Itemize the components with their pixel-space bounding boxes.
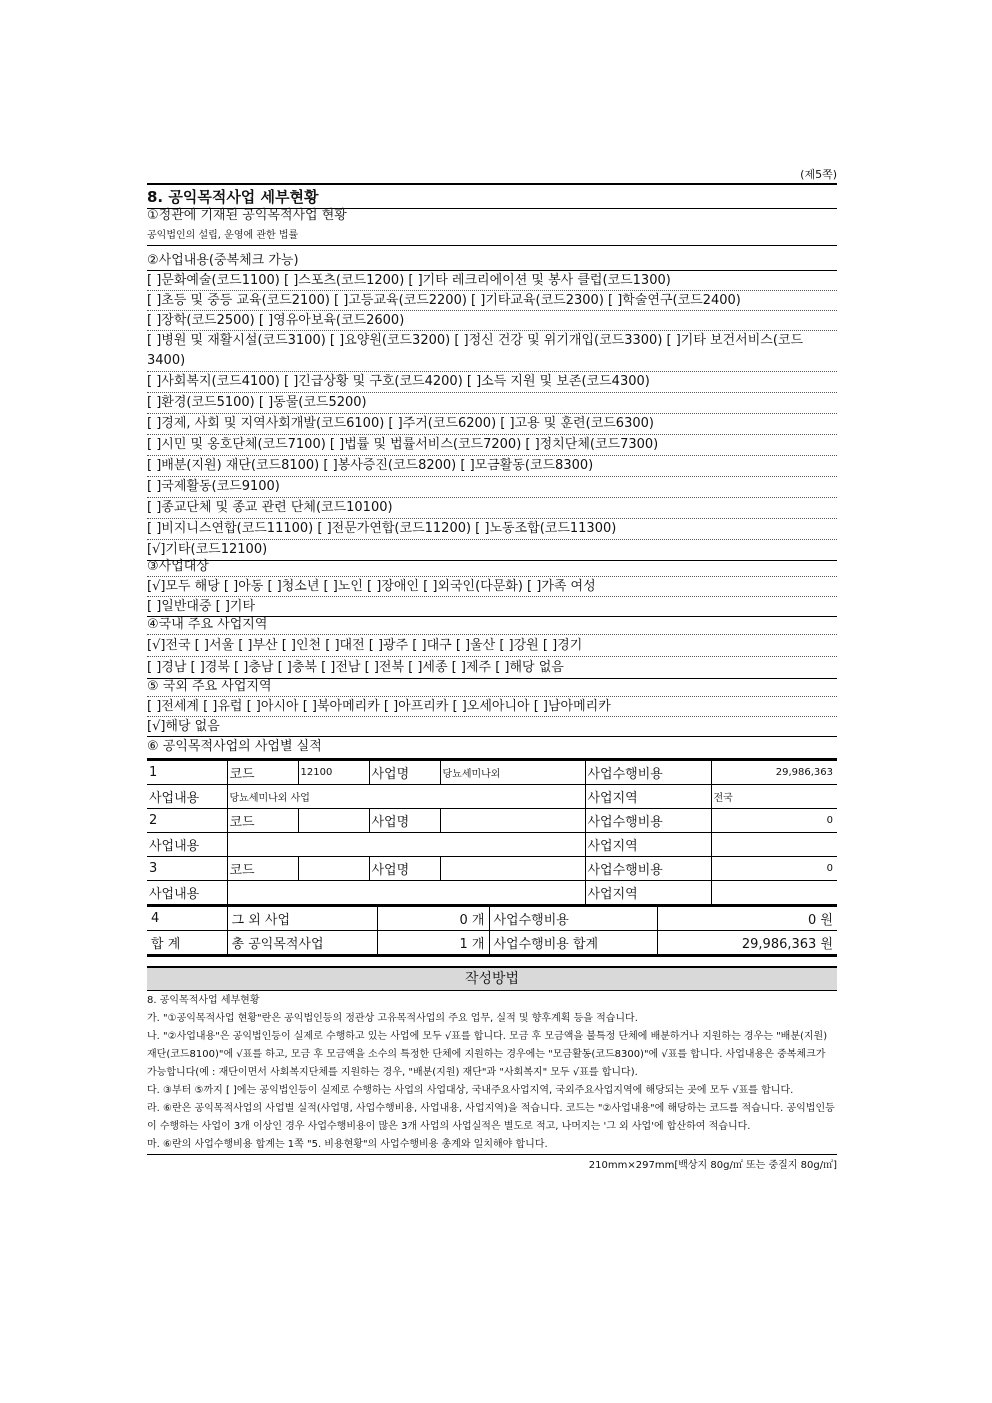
page-number: (제5쪽) <box>800 168 837 181</box>
s5-line[interactable]: [ ]전세계 [ ]유럽 [ ]아시아 [ ]북아메리카 [ ]아프리카 [ ]오세아니아 [ ]남아메리카 <box>147 697 837 717</box>
others-no: 4 <box>147 906 227 931</box>
content-label: 사업내용 <box>147 881 227 905</box>
total-cost-label: 사업수행비용 합계 <box>489 931 657 955</box>
performance-table <box>147 758 837 957</box>
name-value[interactable] <box>440 809 585 833</box>
s3-line[interactable]: [ ]일반대중 [ ]기타 <box>147 597 837 617</box>
table-row <box>147 833 837 857</box>
s2-line[interactable]: [ ]종교단체 및 종교 관련 단체(코드10100) <box>147 498 837 519</box>
s2-line[interactable]: [ ]국제활동(코드9100) <box>147 477 837 498</box>
region-value[interactable]: 전국 <box>711 785 837 809</box>
s2-line[interactable]: [ ]환경(코드5100) [ ]동물(코드5200) <box>147 393 837 414</box>
guide-paragraph: 다. ③부터 ⑤까지 [ ]에는 공익법인등이 실제로 수행하는 사업의 사업대상, 국내주요사업지역, 국외주요사업지역에 해당되는 곳에 모두 √표를 합니다. <box>147 1085 794 1096</box>
s2-line[interactable]: [ ]문화예술(코드1100) [ ]스포츠(코드1200) [ ]기타 레크리에이션 및 봉사 클럽(코드1300) <box>147 271 837 291</box>
s2-line[interactable]: [ ]시민 및 옹호단체(코드7100) [ ]법률 및 법률서비스(코드7200) [ ]정치단체(코드7300) <box>147 435 837 456</box>
s1-content: 공익법인의 설립, 운영에 관한 법률 <box>147 225 837 246</box>
content-label: 사업내용 <box>147 833 227 857</box>
s2-line[interactable]: [ ]초등 및 중등 교육(코드2100) [ ]고등교육(코드2200) [ ]기타교육(코드2300) [ ]학술연구(코드2400) <box>147 291 837 311</box>
s6-heading: ⑥ 공익목적사업의 사업별 실적 <box>147 739 322 754</box>
table-row <box>147 857 837 881</box>
name-label: 사업명 <box>369 857 440 881</box>
region-value[interactable] <box>711 881 837 905</box>
writing-guide <box>147 966 837 1171</box>
region-label: 사업지역 <box>585 785 711 809</box>
table-row-total <box>147 931 837 955</box>
cost-label: 사업수행비용 <box>585 857 711 881</box>
s4-line[interactable]: [ ]경남 [ ]경북 [ ]충남 [ ]충북 [ ]전남 [ ]전북 [ ]세종 [ ]제주 [ ]해당 없음 <box>147 657 837 679</box>
guide-heading: 작성방법 <box>147 966 837 991</box>
others-cost-label: 사업수행비용 <box>489 906 657 931</box>
section-title: 8. 공익목적사업 세부현황 <box>147 183 837 209</box>
section-6 <box>147 737 837 957</box>
s2-line[interactable]: [ ]비지니스연합(코드11100) [ ]전문가연합(코드11200) [ ]노동조합(코드11300) <box>147 519 837 540</box>
s2-line[interactable]: [ ]병원 및 재활시설(코드3100) [ ]요양원(코드3200) [ ]정신 건강 및 위기개입(코드3300) [ ]기타 보건서비스(코드3400) <box>147 331 837 372</box>
s3-heading: ③사업대상 <box>147 557 837 577</box>
code-label: 코드 <box>227 857 298 881</box>
row-no: 1 <box>147 761 227 785</box>
table-row <box>147 785 837 809</box>
name-label: 사업명 <box>369 761 440 785</box>
total-label: 총 공익목적사업 <box>227 931 377 955</box>
guide-body <box>147 992 837 1154</box>
content-label: 사업내용 <box>147 785 227 809</box>
table-row <box>147 809 837 833</box>
cost-value[interactable]: 0 <box>711 809 837 833</box>
s2-line[interactable]: [ ]사회복지(코드4100) [ ]긴급상황 및 구호(코드4200) [ ]소득 지원 및 보존(코드4300) <box>147 372 837 393</box>
s2-line[interactable]: [ ]경제, 사회 및 지역사회개발(코드6100) [ ]주거(코드6200) [ ]고용 및 훈련(코드6300) <box>147 414 837 435</box>
content-value[interactable] <box>227 833 585 857</box>
guide-paragraph: 마. ⑥란의 사업수행비용 합계는 1쪽 "5. 비용현황"의 사업수행비용 총계와 일치해야 합니다. <box>147 1139 548 1150</box>
content-value[interactable] <box>227 881 585 905</box>
s1-heading: ①정관에 기재된 공익목적사업 현황 <box>147 208 347 223</box>
paper-spec-footer: 210mm×297mm[백상지 80g/㎡ 또는 중질지 80g/㎡] <box>147 1154 837 1171</box>
code-label: 코드 <box>227 809 298 833</box>
content-value[interactable]: 당뇨세미나외 사업 <box>227 785 585 809</box>
code-value[interactable]: 12100 <box>298 761 369 785</box>
s2-line[interactable]: [ ]배분(지원) 재단(코드8100) [ ]봉사증진(코드8200) [ ]모금활동(코드8300) <box>147 456 837 477</box>
guide-paragraph: 나. "②사업내용"은 공익법인등이 실제로 수행하고 있는 사업에 모두 √표를 합니다. 모금 후 모금액을 불특정 단체에 배분하거나 지원하는 경우는 "배분(지원) 재단(코드8100)"에 √표를 하고, 모금 후 모금액을 소수의 특정한 단체에 지원하는 경우에는 "모금활동(코드8300)"에 √표를 합니다. 사업내용은 중복체크가 가능합니다(예 : 재단이면서 사회복지단체를 지원하는 경우, "배분(지원) 재단"과 "사회복지" 모두 √표를 합니다). <box>147 1031 828 1078</box>
region-label: 사업지역 <box>585 833 711 857</box>
s3-line[interactable]: [√]모두 해당 [ ]아동 [ ]청소년 [ ]노인 [ ]장애인 [ ]외국인(다문화) [ ]가족 여성 <box>147 577 837 597</box>
cost-label: 사업수행비용 <box>585 809 711 833</box>
others-count[interactable]: 0 개 <box>377 906 489 931</box>
name-label: 사업명 <box>369 809 440 833</box>
total-no: 합 계 <box>147 931 227 955</box>
table-row <box>147 761 837 785</box>
code-value[interactable] <box>298 809 369 833</box>
s4-line[interactable]: [√]전국 [ ]서울 [ ]부산 [ ]인천 [ ]대전 [ ]광주 [ ]대구 [ ]울산 [ ]강원 [ ]경기 <box>147 635 837 657</box>
table-row <box>147 881 837 905</box>
s2-line[interactable]: [√]기타(코드12100) <box>147 540 837 561</box>
guide-paragraph: 8. 공익목적사업 세부현황 <box>147 995 260 1006</box>
code-value[interactable] <box>298 857 369 881</box>
s5-heading: ⑤ 국외 주요 사업지역 <box>147 677 837 697</box>
cost-label: 사업수행비용 <box>585 761 711 785</box>
s5-line[interactable]: [√]해당 없음 <box>147 717 837 737</box>
guide-paragraph: 가. "①공익목적사업 현황"란은 공익법인등의 정관상 고유목적사업의 주요 업무, 실적 및 향후계획 등을 적습니다. <box>147 1013 638 1024</box>
s2-heading: ②사업내용(중복체크 가능) <box>147 251 837 271</box>
name-value[interactable] <box>440 857 585 881</box>
others-cost[interactable]: 0 원 <box>657 906 837 931</box>
section-3 <box>147 557 837 617</box>
row-no: 3 <box>147 857 227 881</box>
s4-heading: ④국내 주요 사업지역 <box>147 615 837 635</box>
section-1 <box>147 206 837 246</box>
total-count[interactable]: 1 개 <box>377 931 489 955</box>
section-5 <box>147 677 837 737</box>
cost-value[interactable]: 29,986,363 <box>711 761 837 785</box>
name-value[interactable]: 당뇨세미나외 <box>440 761 585 785</box>
cost-value[interactable]: 0 <box>711 857 837 881</box>
s2-line[interactable]: [ ]장학(코드2500) [ ]영유아보육(코드2600) <box>147 311 837 331</box>
region-label: 사업지역 <box>585 881 711 905</box>
others-label: 그 외 사업 <box>227 906 377 931</box>
guide-paragraph: 라. ⑥란은 공익목적사업의 사업별 실적(사업명, 사업수행비용, 사업내용, 사업지역)을 적습니다. 코드는 "②사업내용"에 해당하는 코드를 적습니다. 공익법인등이 수행하는 사업이 3개 이상인 경우 사업수행비용이 많은 3개 사업의 사업실적은 별도로 적고, 나머지는 '그 외 사업'에 합산하여 적습니다. <box>147 1103 835 1132</box>
region-value[interactable] <box>711 833 837 857</box>
total-cost[interactable]: 29,986,363 원 <box>657 931 837 955</box>
row-no: 2 <box>147 809 227 833</box>
section-4 <box>147 615 837 679</box>
section-2 <box>147 251 837 561</box>
table-row-others <box>147 906 837 931</box>
code-label: 코드 <box>227 761 298 785</box>
